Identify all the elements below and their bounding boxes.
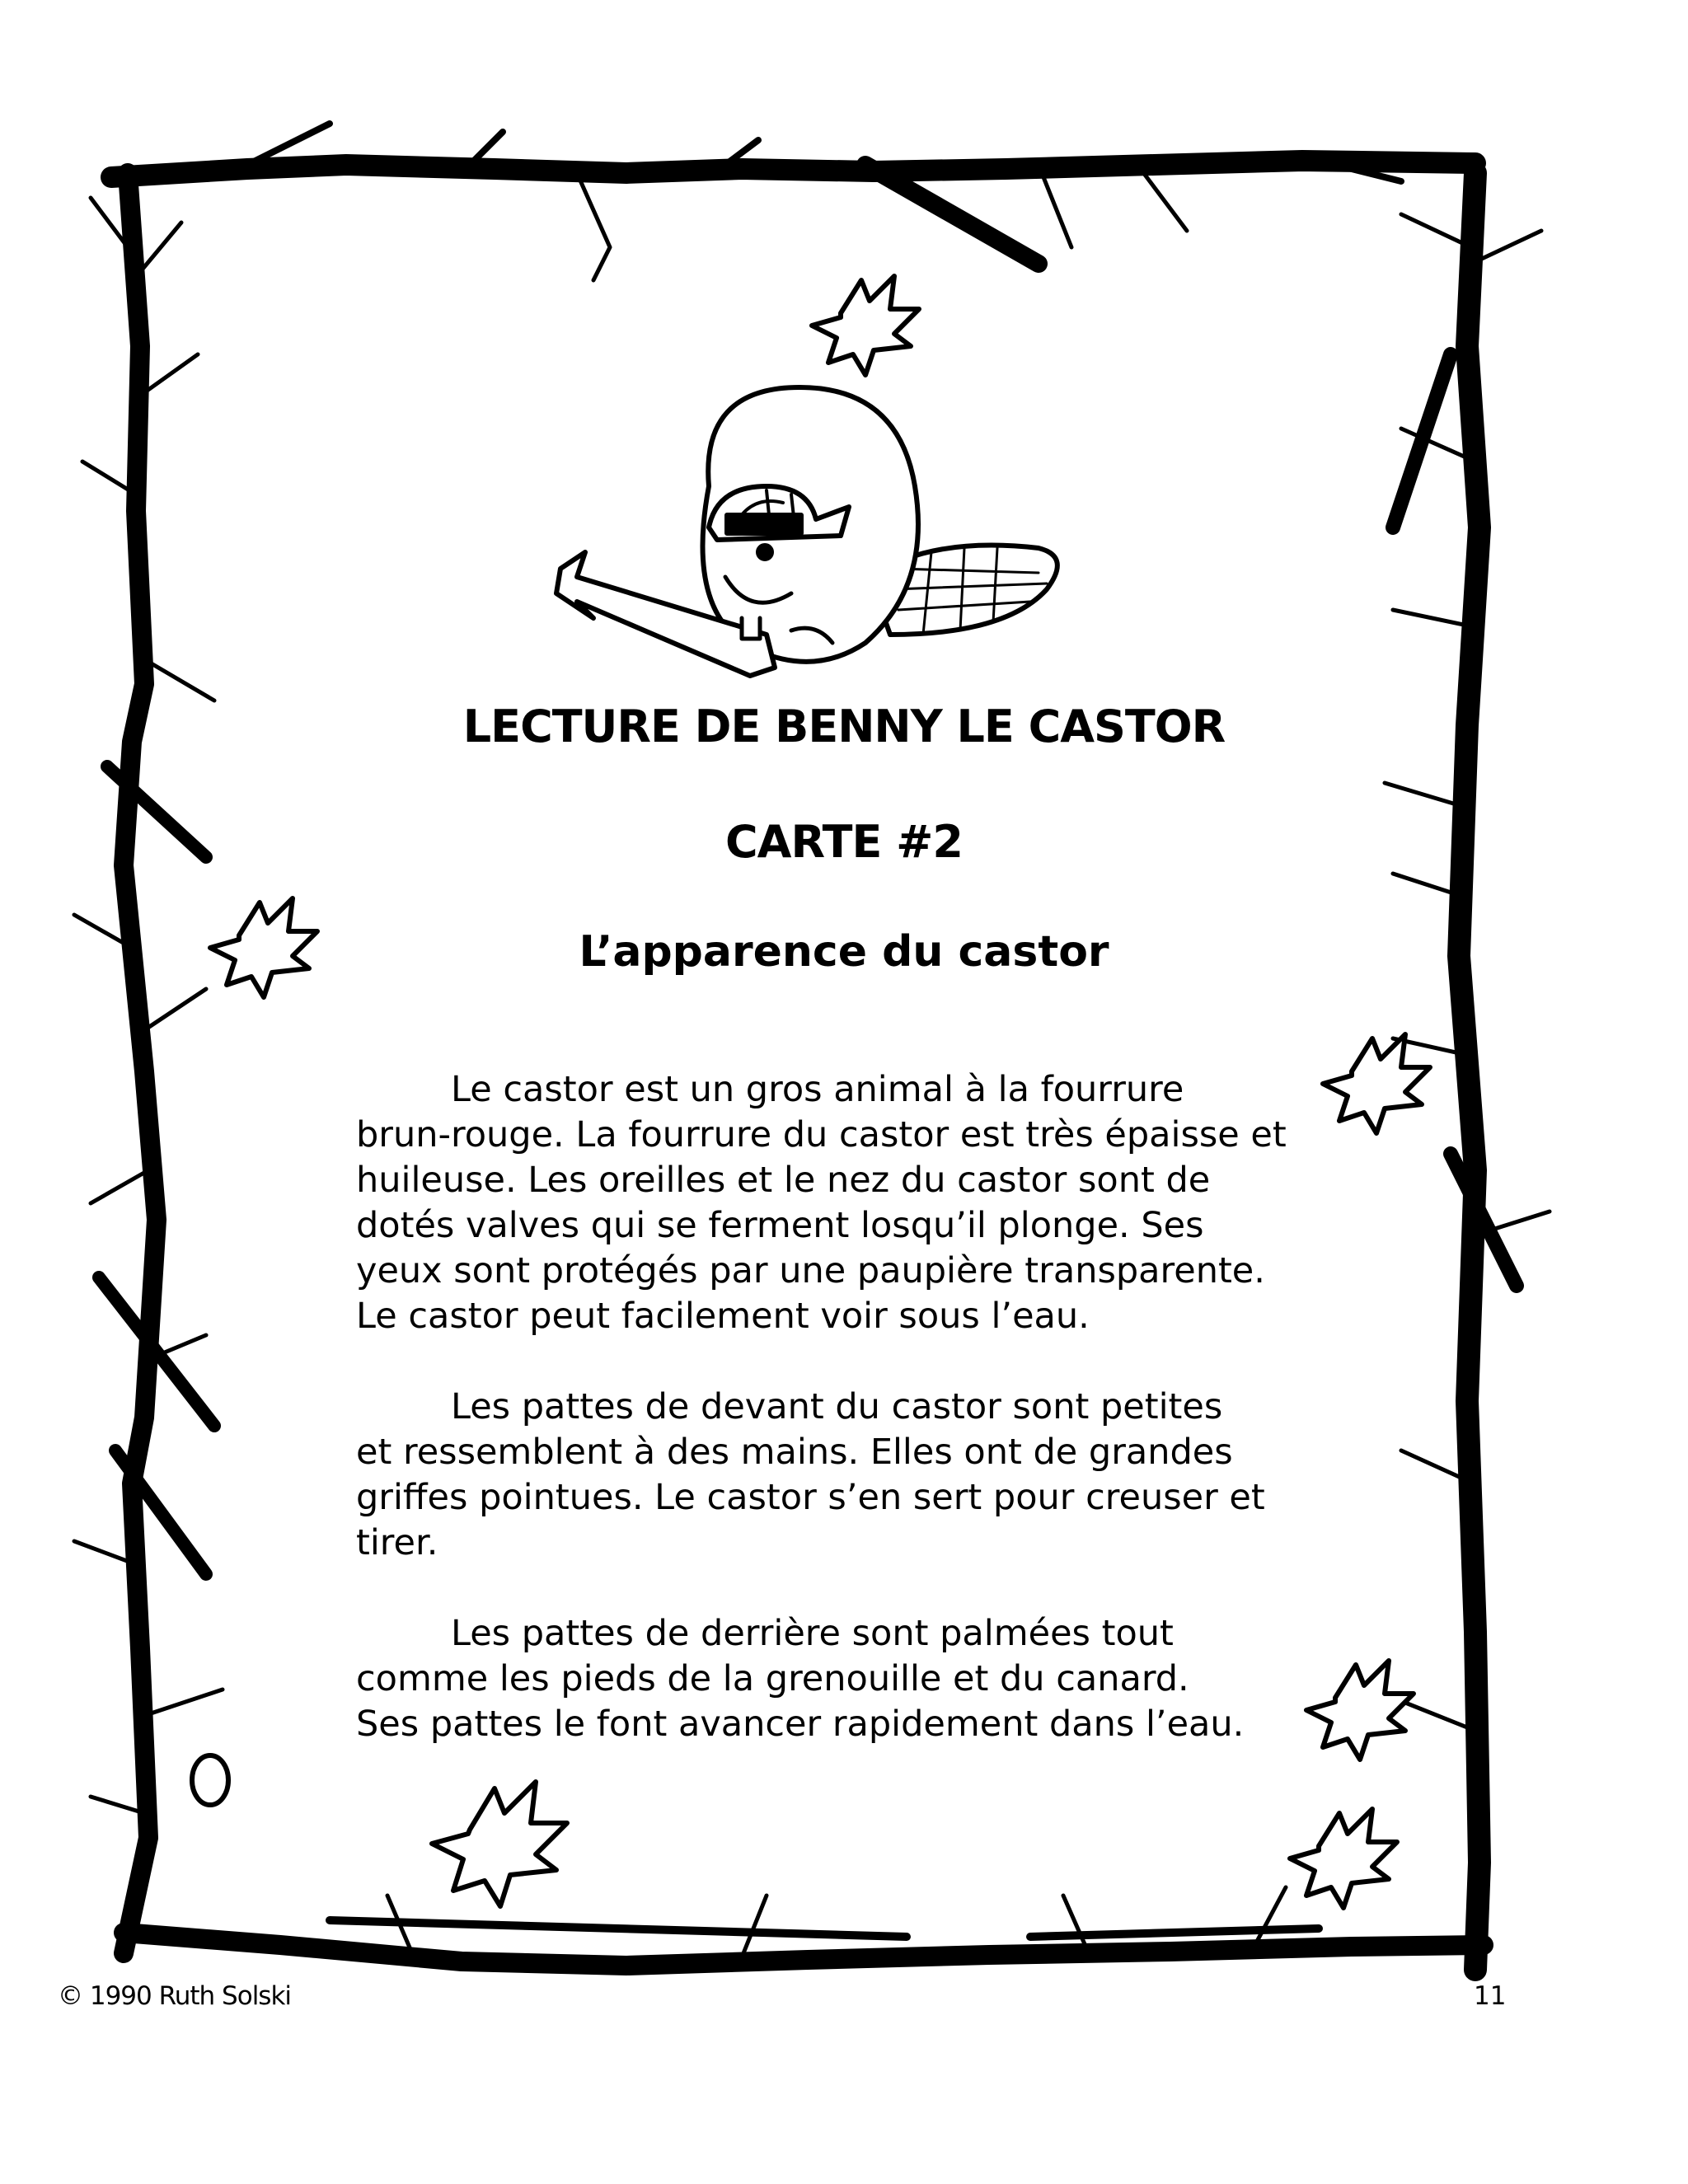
right-branch [1459, 173, 1479, 1970]
card-number: CARTE #2 [725, 816, 963, 868]
maple-leaf [812, 276, 919, 375]
card-subtitle: L’apparence du castor [579, 927, 1109, 977]
copyright: © 1990 Ruth Solski [58, 1981, 292, 2011]
body-text [356, 1067, 1370, 1793]
paragraph: Les pattes de derrière sont palmées tout comme les pieds de la grenouille et du canard. Ses pattes le font avancer rapidement dans l’eau. [356, 1613, 1245, 1745]
left-branch [124, 173, 157, 1953]
page-title: LECTURE DE BENNY LE CASTOR [462, 701, 1226, 752]
page-number: 11 [1474, 1981, 1507, 2011]
beaver-eye [758, 546, 771, 559]
leaf [192, 1755, 228, 1805]
top-branch [111, 161, 1475, 177]
maple-leaf [432, 1782, 567, 1906]
beaver-illustration [544, 371, 1104, 701]
maple-leaf [1290, 1809, 1397, 1908]
paragraph: Les pattes de devant du castor sont petites et ressemblent à des mains. Elles ont de grandes griffes pointues. Le castor s’en sert pour creuser et tirer. [356, 1386, 1265, 1563]
paragraph: Le castor est un gros animal à la fourrure brun-rouge. La fourrure du castor est très épaisse et huileuse. Les oreilles et le nez du castor sont de dotés valves qui se ferment losqu’il plonge. Ses yeux sont protégés par une paupière transparente. Le castor peut facilement voir sous l’eau. [356, 1069, 1287, 1337]
